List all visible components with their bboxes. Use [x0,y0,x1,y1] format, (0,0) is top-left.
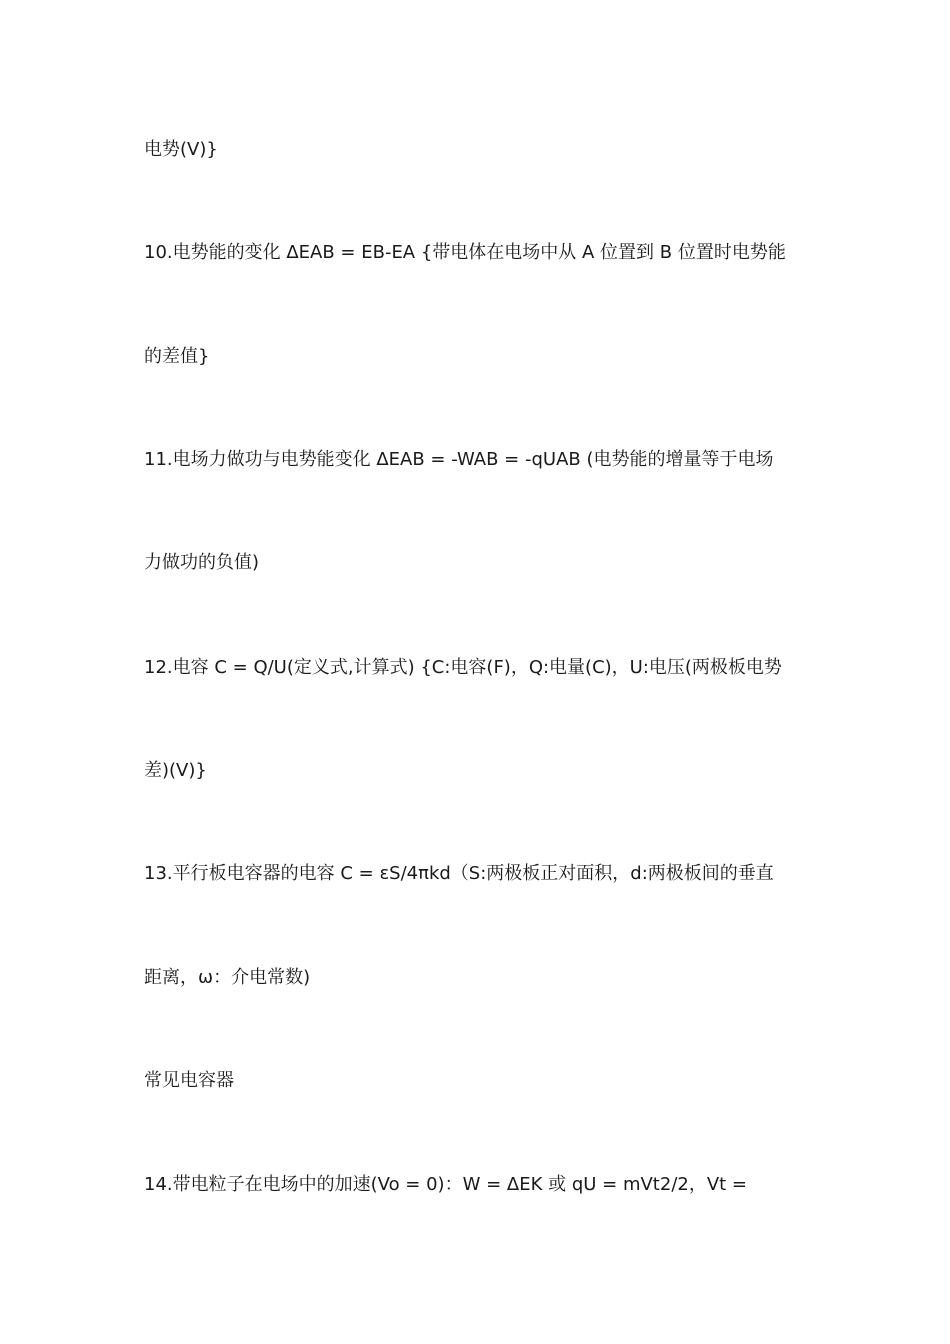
text-line-4: 11.电场力做功与电势能变化 ΔEAB = -WAB = -qUAB (电势能的增量等于电场 [144,449,774,470]
section-heading: 常见电容器 [144,1070,234,1091]
text-line-8: 13.平行板电容器的电容 C = εS/4πkd（S:两极板正对面积，d:两极板间的垂直 [144,863,774,884]
text-line-6: 12.电容 C = Q/U(定义式,计算式) {C:电容(F)，Q:电量(C)，U:电压(两极板电势 [144,657,782,678]
text-line-5: 力做功的负值) [144,552,260,573]
text-line-9: 距离，ω：介电常数) [144,967,311,988]
text-line-11: 14.带电粒子在电场中的加速(Vo = 0)：W = ΔEK 或 qU = mVt2/2，Vt = [144,1174,748,1195]
text-line-1: 电势(V)} [144,139,218,160]
text-line-2: 10.电势能的变化 ΔEAB = EB-EA {带电体在电场中从 A 位置到 B 位置时电势能 [144,242,786,263]
text-line-3: 的差值} [144,346,210,367]
text-line-7: 差)(V)} [144,760,207,781]
